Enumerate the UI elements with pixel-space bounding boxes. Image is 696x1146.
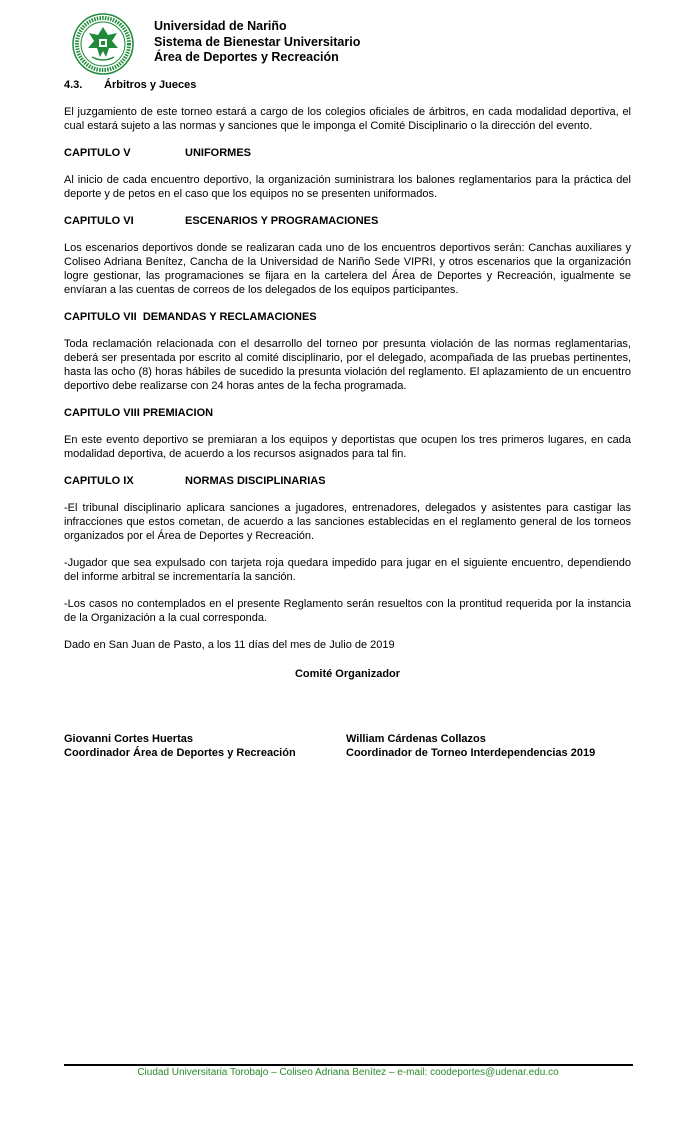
signature-left (64, 732, 296, 760)
committee-label: Comité Organizador (294, 668, 401, 680)
institution-header (154, 19, 360, 66)
university-seal-icon (72, 13, 134, 75)
signature-right (346, 732, 595, 760)
signer-name-right: William Cárdenas Collazos (346, 733, 486, 745)
chapter-9-heading: CAPITULO IX NORMAS DISCIPLINARIAS (64, 475, 326, 487)
university-name: Universidad de Nariño (154, 19, 287, 33)
chapter-7-heading: CAPITULO VII DEMANDAS Y RECLAMACIONES (64, 311, 317, 323)
system-name: Sistema de Bienestar Universitario (154, 34, 361, 49)
chapter-6-heading: CAPITULO VI ESCENARIOS Y PROGRAMACIONES (64, 215, 379, 227)
signer-role-right: Coordinador de Torneo Interdependencias 2019 (346, 747, 596, 759)
chapter-6-text: Los escenarios deportivos donde se realizaran cada uno de los encuentros deportivos serán: Canchas auxiliares y Coliseo Adriana Benítez, Cancha de la Universidad de Nariño Sede VIPRI, y otros escenarios que la organización logre gestionar, las programaciones se fijara en la cartelera del Área de Deportes y Recreación, igualmente se envíaran a las cuentas de correos de los delegados de los equipos participantes. (64, 242, 631, 296)
chapter-9-rule-2: -Jugador que sea expulsado con tarjeta roja quedara impedido para jugar en el siguiente encuentro, dependiendo del informe arbitral se incrementaría la sanción. (64, 557, 631, 583)
signer-role-left: Coordinador Área de Deportes y Recreación (64, 747, 296, 759)
section-4-3-text: El juzgamiento de este torneo estará a cargo de los colegios oficiales de árbitros, en cada modalidad deportiva, el cual estará sujeto a las normas y sanciones que le imponga el Comité Disciplinario o la dirección del evento. (64, 106, 631, 132)
chapter-9-rule-3: -Los casos no contemplados en el presente Reglamento serán resueltos con la prontitud requerida por la instancia de la Organización a la cual corresponda. (64, 598, 631, 624)
signer-name-left: Giovanni Cortes Huertas (64, 733, 193, 745)
chapter-5-heading: CAPITULO V UNIFORMES (64, 147, 251, 159)
closing-date: Dado en San Juan de Pasto, a los 11 días del mes de Julio de 2019 (64, 639, 395, 651)
chapter-8-text: En este evento deportivo se premiaran a los equipos y deportistas que ocupen los tres primeros lugares, en cada modalidad deportiva, de acuerdo a los recursos asignados para tal fin. (64, 434, 631, 460)
chapter-5-text: Al inicio de cada encuentro deportivo, la organización suministrara los balones reglamentarios para la práctica del deporte y de petos en el caso que los equipos no se presenten uniformados. (64, 174, 631, 200)
document-body (64, 78, 631, 692)
chapter-7-text: Toda reclamación relacionada con el desarrollo del torneo por presunta violación de las normas reglamentarias, deberá ser presentada por escrito al comité disciplinario, por el delegado, acompañada de las pruebas pertinentes, hasta las ocho (8) horas hábiles de sucedido la presunta violación del reglamento. El aplazamiento de un encuentro deportivo debe realizarse con 24 horas antes de la fecha programada. (64, 338, 631, 392)
footer-contact: Ciudad Universitaria Torobajo – Coliseo Adriana Benítez – e-mail: coodeportes@udenar.edu.co (137, 1067, 559, 1078)
footer-divider (64, 1064, 633, 1066)
department-name: Área de Deportes y Recreación (154, 50, 339, 64)
chapter-9-rule-1: -El tribunal disciplinario aplicara sanciones a jugadores, entrenadores, delegados y asistentes para castigar las infracciones que estos cometan, de acuerdo a las sanciones establecidas en el reglamento general de los torneos organizados por el Área de Deportes y Recreación. (64, 502, 631, 542)
section-heading-4-3: 4.3. Árbitros y Jueces (64, 79, 197, 91)
chapter-8-heading: CAPITULO VIII PREMIACION (64, 407, 214, 419)
